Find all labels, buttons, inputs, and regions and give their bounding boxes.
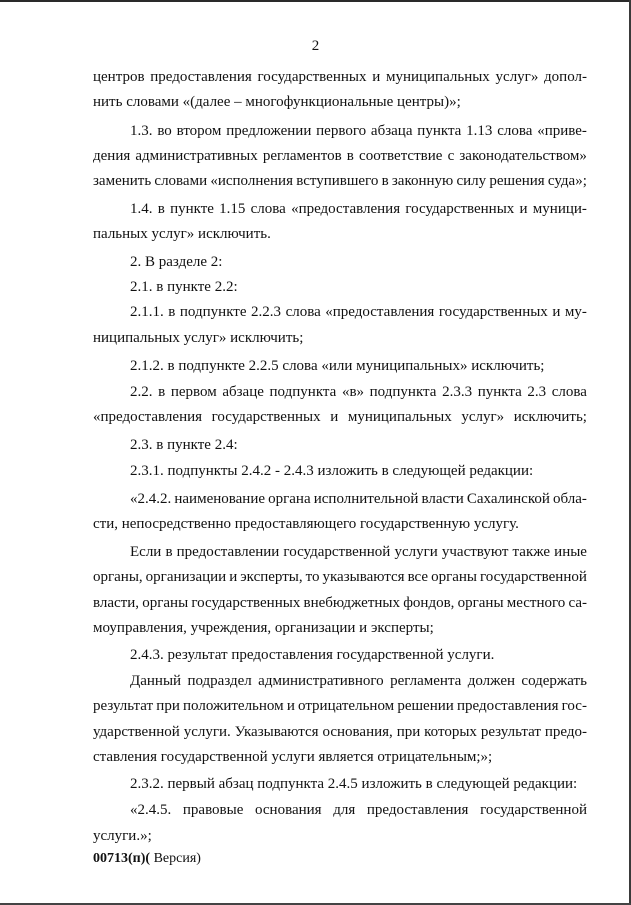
text-word: результат [93,698,154,714]
text-word: слова [551,384,587,400]
text-word: «приве- [537,123,587,139]
text-word: органы [142,595,189,611]
text-word: предоставления [456,698,559,714]
text-word: административного [258,673,384,689]
text-word: и [229,569,238,585]
text-word: 2.1.1. [130,304,164,320]
text-word: Указываются [234,724,319,740]
text-line: моуправления, учреждения, организации и эксперты; [93,620,434,636]
text-word: услуги [394,544,438,560]
text-word: основания, [322,724,393,740]
text-word: муници- [532,201,587,217]
text-word: иные [554,544,587,560]
text-line [130,200,587,218]
text-word: предо- [544,724,587,740]
text-word: словами [154,173,208,189]
text-line: сти, непосредственно предоставляющего государственную услугу. [93,516,519,532]
text-word: са- [568,595,587,611]
text-line [93,408,587,426]
footer-code: 00713(п)( [93,851,151,866]
text-line: 2.3. в пункте 2.4: [130,437,238,453]
text-line [130,801,587,819]
text-word: муниципальных [385,69,490,85]
text-word: органа [268,491,311,507]
text-word: регламента [390,673,462,689]
text-word: Данный [130,673,182,689]
text-line: нить словами «(далее – многофункциональные центры)»; [93,94,461,110]
text-word: слова [497,123,533,139]
text-word: силу [456,173,487,189]
text-line: 2.1. в пункте 2.2: [130,279,238,295]
text-line [93,68,587,86]
text-word: государственных [191,595,301,611]
text-word: 2.2.3 [251,304,282,320]
text-word: услуг» [461,409,505,425]
text-line: ниципальных услуг» исключить; [93,330,304,346]
text-word: «в» [341,384,365,400]
text-word: подраздел [187,673,252,689]
text-word: административных [135,148,258,164]
text-word: положительном [183,698,284,714]
text-word: регламентов [262,148,342,164]
text-word: внебюджетных [303,595,400,611]
text-word: содержать [521,673,587,689]
text-word: абзаце [222,384,264,400]
text-word: государственной [283,544,391,560]
text-word: законодательством» [459,148,587,164]
text-word: организации [145,569,227,585]
text-line [130,543,587,561]
text-word: и [519,201,528,217]
text-word: «2.4.2. [130,491,172,507]
text-line [130,672,587,690]
text-word: государственных [405,201,515,217]
text-word: все [407,569,429,585]
text-word: власти [421,491,464,507]
text-word: «предоставления [325,304,435,320]
text-word: государственной [480,802,587,818]
text-word: услуг» [495,69,539,85]
text-word: решения [489,173,545,189]
text-word: дения [93,148,131,164]
text-word: обла- [553,491,587,507]
text-word: предоставления [366,802,469,818]
text-word: пункта [477,384,522,400]
text-line [130,490,587,508]
text-word: абзаца [370,123,413,139]
text-word: подпункта [369,384,437,400]
text-word: 1.3. [130,123,153,139]
text-word: власти, [93,595,140,611]
text-word: муниципальных [347,409,452,425]
text-word: в [158,384,166,400]
text-word: заменить [93,173,152,189]
text-word: которых [424,724,477,740]
text-line: 2.1.2. в подпункте 2.2.5 слова «или муниципальных» исключить; [130,358,545,374]
document-footer [93,851,201,867]
text-line: ставления государственной услуги является отрицательным;»; [93,749,493,765]
text-line [93,147,587,165]
text-word: исполнительной [313,491,419,507]
text-line: 2.3.1. подпункты 2.4.2 - 2.4.3 изложить в следующей редакции: [130,463,534,479]
text-line [130,303,587,321]
text-word: и [372,69,381,85]
text-word: 2.3 [527,384,547,400]
text-word: при [156,698,180,714]
text-word: в [346,148,354,164]
text-word: во [157,123,172,139]
text-word: указываются [322,569,405,585]
text-word: услуги. [183,724,231,740]
text-word: слова [285,304,321,320]
text-word: государственных [438,304,548,320]
text-word: решении [397,698,454,714]
text-word: центров [93,69,145,85]
text-word: местного [506,595,566,611]
text-word: основания [255,802,322,818]
text-word: первого [316,123,367,139]
text-word: 1.4. [130,201,153,217]
text-word: фондов, [403,595,455,611]
text-word: и [330,409,339,425]
text-word: подпункта [269,384,337,400]
text-word: подпункте [179,304,247,320]
text-line [130,383,587,401]
text-word: в [157,201,165,217]
text-word: Сахалинской [466,491,550,507]
text-word: «2.4.5. [130,802,172,818]
text-word: также [512,544,551,560]
text-word: пункте [170,201,214,217]
text-word: Если [130,544,162,560]
text-line [93,594,587,612]
text-word: ударственной [93,724,180,740]
text-word: му- [564,304,587,320]
text-word: эксперты, [240,569,303,585]
text-line [93,172,587,190]
text-word: с [447,148,455,164]
text-line: 2.4.3. результат предоставления государственной услуги. [130,647,495,663]
text-word: государственных [257,69,367,85]
text-word: 2.3.3 [442,384,473,400]
text-word: органы [431,569,477,585]
text-line [93,723,587,741]
page-number: 2 [311,38,320,54]
text-word: государственных [211,409,321,425]
text-line [93,697,587,715]
text-word: участвуют [441,544,509,560]
text-word: 1.13 [466,123,493,139]
text-word: втором [176,123,222,139]
text-word: гос- [561,698,587,714]
text-word: органы [457,595,504,611]
text-line: 2. В разделе 2: [130,254,223,270]
text-word: «предоставления [93,409,203,425]
text-word: должен [467,673,516,689]
text-word: результат [480,724,541,740]
text-line: 2.3.2. первый абзац подпункта 2.4.5 изложить в следующей редакции: [130,776,578,792]
text-line [93,568,587,586]
text-word: предоставления [150,69,252,85]
text-word: правовые [182,802,244,818]
text-word: отрицательном [298,698,395,714]
footer-version: Версия) [150,851,201,866]
text-word: первом [170,384,217,400]
text-word: при [396,724,421,740]
scan-edge-top [0,0,631,2]
text-word: вступившего [296,173,379,189]
text-word: 1.15 [219,201,246,217]
text-word: то [305,569,320,585]
text-word: для [333,802,356,818]
text-word: пункта [417,123,462,139]
text-word: «исполнения [210,173,293,189]
text-word: наименование [174,491,266,507]
text-line: услуги.»; [93,828,152,844]
text-word: 2.2. [130,384,153,400]
text-word: законную [391,173,454,189]
text-word: суда»; [547,173,587,189]
text-word: и [286,698,295,714]
text-word: соответствие [359,148,443,164]
text-word: в [165,544,173,560]
text-word: допол- [544,69,587,85]
text-word: слова [250,201,286,217]
text-word: государственной [479,569,587,585]
text-word: в [381,173,389,189]
text-word: в [168,304,176,320]
text-word: предоставлении [176,544,280,560]
text-line: пальных услуг» исключить. [93,226,271,242]
text-word: предложении [226,123,312,139]
text-word: органы, [93,569,143,585]
text-word: исключить; [513,409,587,425]
text-word: «предоставления [291,201,401,217]
text-line [130,122,587,140]
text-word: и [552,304,561,320]
